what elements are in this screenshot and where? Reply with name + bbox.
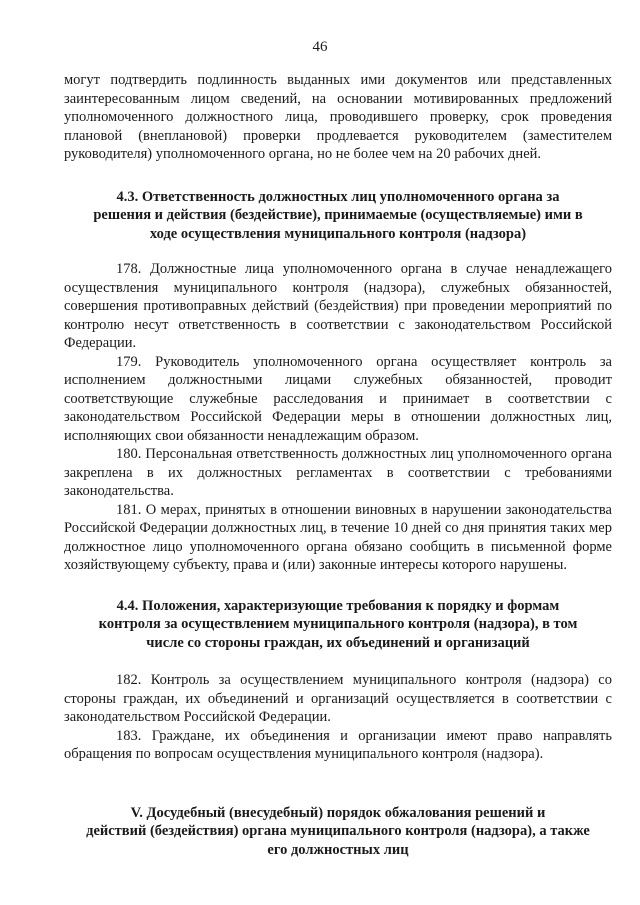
heading-line: ходе осуществления муниципального контроля (надзора): [149, 225, 527, 242]
heading-line: числе со стороны граждан, их объединений и организаций: [146, 634, 530, 651]
paragraph-182: 182. Контроль за осуществлением муниципального контроля (надзора) со стороны граждан, их объединений и организаций осуществляется в соответствии с законодательством Российской Федерации.: [64, 672, 612, 725]
paragraph-181: 181. О мерах, принятых в отношении виновных в нарушении законодательства Российской Федерации должностных лиц, в течение 10 дней со дня принятия таких мер должностное лицо уполномоченного органа обязано сообщить в письменной форме хозяйствующему субъекту, права и (или) законные интересы которого нарушены.: [64, 501, 612, 573]
heading-line: решения и действия (бездействие), принимаемые (осуществляемые) ими в: [93, 207, 583, 223]
page-number: 46: [312, 39, 328, 55]
heading-line: контроля за осуществлением муниципального контроля (надзора), в том: [98, 616, 578, 632]
heading-line: 4.4. Положения, характеризующие требования к порядку и формам: [116, 597, 560, 614]
paragraph-179: 179. Руководитель уполномоченного органа осуществляет контроль за исполнением должностными лицами служебных обязанностей, проводит соответствующие служебные расследования и принимает в соответствии с законодательством Российской Федерации меры в отношении должностных лиц, исполняющих свои обязанности ненадлежащим образом.: [64, 353, 612, 444]
paragraph-180: 180. Персональная ответственность должностных лиц уполномоченного органа закреплена в их должностных регламентах в соответствии с требованиями законодательства.: [64, 446, 612, 499]
section-4-3-heading: [64, 188, 612, 244]
intro-paragraph: могут подтвердить подлинность выданных ими документов или представленных заинтересованным лицом сведений, на основании мотивированных предложений уполномоченного должностного лица, проводившего проверку, срок проведения плановой (внеплановой) проверки продлевается руководителем (заместителем руководителя) уполномоченного органа, но не более чем на 20 рабочих дней.: [64, 72, 612, 162]
heading-line: 4.3. Ответственность должностных лиц уполномоченного органа за: [116, 188, 560, 205]
document-body: [64, 71, 612, 859]
section-v-heading: [64, 804, 612, 860]
paragraph-183: 183. Граждане, их объединения и организации имеют право направлять обращения по вопросам осуществления муниципального контроля (надзора).: [64, 727, 612, 762]
heading-line: V. Досудебный (внесудебный) порядок обжалования решений и: [130, 804, 546, 821]
heading-line: действий (бездействия) органа муниципального контроля (надзора), а также: [86, 823, 590, 839]
paragraph-178: 178. Должностные лица уполномоченного органа в случае ненадлежащего осуществления муниципального контроля (надзора), служебных обязанностей, совершения противоправных действий (бездействия) при проведении мероприятий по контролю несут ответственность в соответствии с законодательством Российской Федерации.: [64, 261, 612, 351]
heading-line: его должностных лиц: [267, 841, 409, 858]
section-4-4-heading: [64, 597, 612, 653]
